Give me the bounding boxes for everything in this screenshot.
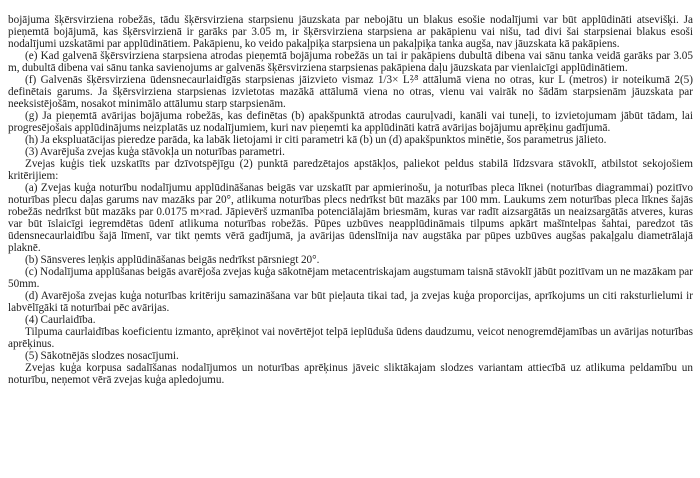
section-4-body: Tilpuma caurlaidības koeficientu izmanto, aprēķinot vai novērtējot telpā ieplūduša ūdens daudzumu, veicot nenogremdējamības un avārijas noturības aprēķinus.	[8, 326, 693, 350]
section-5-body: Zvejas kuģa korpusa sadalīšanas nodalījumos un noturības aprēķinus jāveic sliktākajam slodzes variantam attiecībā uz atlikuma peldamību un noturību, neņemot vērā zvejas kuģa apledojumu.	[8, 362, 693, 386]
paragraph-item-g: (g) Ja pieņemtā avārijas bojājuma robežās, kas definētas (b) apakšpunktā atrodas cauruļvadi, kanāli vai tuneļi, to izvietojumam jābūt tādam, lai progresējošais applūdinājums neizplatās uz nodalījumiem, kuri nav pieņemti ka applūdināti katrā avārijas bojājumu aprēķinu gadījumā.	[8, 110, 693, 134]
paragraph-item-e: (e) Kad galvenā šķērsvirziena starpsiena atrodas pieņemtā bojājuma robežās un tai ir pakāpiens dubultā dibena vai sānu tanka veidā garāks par 3.05 m, dubultā dibena vai sānu tanka savienojums ar galvenās šķērsvirziena starpsienas pakāpiena daļu jāuzskata par vienlaicīgi applūdinātiem.	[8, 50, 693, 74]
paragraph-continuation: bojājuma šķērsvirziena robežās, tādu šķērsvirziena starpsienu jāuzskata par nebojātu un blakus esošie nodalījumi var būt applūdināti atsevišķi. Ja pieņemtā bojājumā, kas šķērsvirzienā ir garāks par 3.05 m, ir šķērsvirziena starpsiena ar pakāpienu vai nišu, tad divi šai starpsienai blakus esoši nodalījumi uzskatāmi par applūdinātiem. Pakāpienu, ko veido pakaļpiķa starpsiena un pakaļpiķa tanka augša, nav jāuzskata kā pakāpiens.	[8, 14, 693, 50]
paragraph-item-d: (d) Avarējoša zvejas kuģa noturības kritēriju samazināšana var būt pieļauta tikai tad, ja zvejas kuģa proporcijas, aprīkojums un citi raksturlielumi ir labvēlīgāki tā noturībai pēc avārijas.	[8, 290, 693, 314]
section-4-heading: (4) Caurlaidība.	[25, 314, 96, 326]
paragraph-item-a: (a) Zvejas kuģa noturību nodalījumu applūdināšanas beigās var uzskatīt par apmierinošu, ja noturības pleca līknei (noturības diagrammai) pozitīvo noturības plecu daļas garums nav mazāks par 20°, atlikuma noturības plecs nedrīkst būt mazāks par 100 mm. Laukums zem noturības pleca līknes šajās robežās nedrīkst būt mazāks par 0.0175 m×rad. Jāpievērš uzmanība potenciālajām briesmām, kuras var radīt aizsargātās un neaizsargātās atveres, kuras var būt īslaicīgi iegremdētas ūdenī atlikuma noturības robežās. Pūpes uzbūves neapplūdināmais tilpums apkārt mašīntelpas šahtai, paredzot tās ūdensnecaurlaidību šajā līmenī, var tikt ņemts vērā gadījumā, ja avārijas ūdenslīnija nav augstāka par pūpes uzbūves augšas pakaļgalu diametrālajā plaknē.	[8, 182, 693, 254]
section-3-intro: Zvejas kuģis tiek uzskatīts par dzīvotspējīgu (2) punktā paredzētajos apstākļos, paliekot peldus stabilā līdzsvara stāvoklī, atbilstot sekojošiem kritērijiem:	[8, 158, 693, 182]
paragraph-item-b: (b) Sānsveres leņķis applūdināšanas beigās nedrīkst pārsniegt 20°.	[25, 254, 320, 266]
section-5-heading: (5) Sākotnējās slodzes nosacījumi.	[25, 350, 179, 362]
paragraph-item-f: (f) Galvenās šķērsvirziena ūdensnecaurlaidīgās starpsienas jāizvieto vismaz 1/3× L²⁄³ attālumā viena no otras, kur L (metros) ir noteikumā 2(5) definētais garums. Ja šķērsvirziena starpsienas izvietotas mazākā attālumā viena no otras, vienu vai vairāk no šādām starpsienām jāuzskata par neeksistējošām, nosakot minimālo attālumu starp starpsienām.	[8, 74, 693, 110]
section-3-heading: (3) Avarējuša zvejas kuģa stāvokļa un noturības parametri.	[25, 146, 285, 158]
paragraph-item-c: (c) Nodalījuma applūšanas beigās avarējoša zvejas kuģa sākotnējam metacentriskajam augstumam taisnā stāvoklī jābūt pozitīvam un ne mazākam par 50mm.	[8, 266, 693, 290]
paragraph-item-h: (h) Ja ekspluatācijas pieredze parāda, ka labāk lietojami ir citi parametri kā (b) un (d) apakšpunktos minētie, šos parametrus jālieto.	[25, 134, 607, 146]
